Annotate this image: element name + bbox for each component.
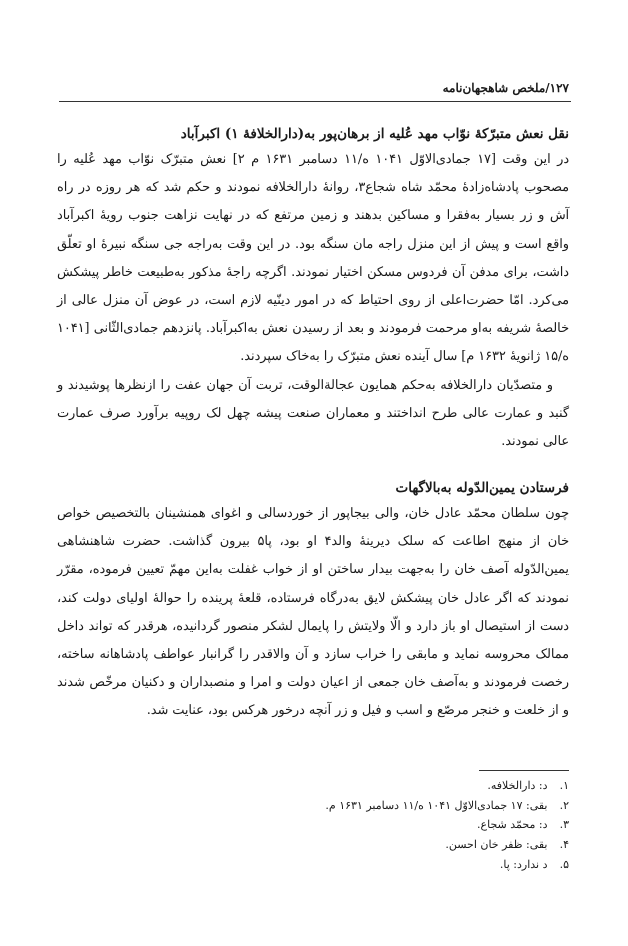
footnotes-list [57,776,569,875]
footnote-number: ۵. [559,857,569,871]
footnote-number: ۳. [559,818,569,832]
section-2-body [57,500,569,726]
running-header: ۱۲۷/ملخص شاهجهان‌نامه [442,81,569,95]
footnote-text: د: دارالخلافه. [487,779,548,792]
section-1-paragraph-2: و متصدّیان دارالخلافه به‌حکم همایون عجالةالوقت، تربت آن جهان عفت را ازنظرها پوشیدند و گنبد و عمارت عالی طرح انداختند و معماران صنعت پیشه چهل لک روپیه برآورد صرف عمارت عالی نمودند. [57,377,569,450]
footnote-text: بقی: ۱۷ جمادی‌الاوّل ۱۰۴۱ ه/۱۱ دسامبر ۱۶۳۱ م. [325,798,548,812]
footnote-rule [479,770,569,771]
footnote-item [57,855,569,875]
footnote-text: بقی: ظفر خان احسن. [445,838,548,852]
footnote-number: ۴. [559,838,569,852]
footnote-item [57,796,569,816]
footnote-number: ۱. [559,779,569,792]
header-rule [59,101,571,102]
footnote-item [57,815,569,835]
footnote-text: د: محمّد شجاع. [477,818,548,832]
footnote-item [57,835,569,855]
section-1-paragraph-1: در این وقت [۱۷ جمادی‌الاوّل ۱۰۴۱ ه/۱۱ دسامبر ۱۶۳۱ م ۲] نعش متبرّک نوّاب مهد عُلیه را مصحوب پادشاه‌زادهٔ محمّد شاه شجاع۳، روانهٔ دارالخلافه نمودند و حکم شد که هر روزه در راه آش و زر بسیار به‌فقرا و مساکین بدهند و زمین مرتفع که در نهایت نزاهت جنوب رویهٔ اکبرآباد واقع است و پیش از این منزل راجه مان سنگه بود. در این وقت به‌راجه جی سنگه نبیرهٔ او تعلّق داشت، برای مدفن آن فردوس مسکن اختیار نمودند. اگرچه راجهٔ مذکور به‌طبیعت خاطر پیشکش می‌کرد. امّا حضرت‌اعلی از روی احتیاط که در امور دینّیه لازم است، در عوض آن منزل عالی از خالصهٔ شریفه به‌او مرحمت فرمودند و بعد از رسیدن نعش به‌اکبرآباد. پانزدهم جمادی‌الثّانی [۱۰۴۱ ه/۱۵ ژانویهٔ ۱۶۳۲ م] سال آینده نعش متبرّک را به‌خاک سپردند. [57,152,570,365]
section-1-body [57,146,569,456]
footnote-number: ۲. [559,798,569,812]
section-2-paragraph-1: چون سلطان محمّد عادل خان، والی بیجاپور از خوردسالی و اغوای همنشینان بالتخصیص خواص خان از منهج اطاعت که سلک دیرینهٔ والد۴ او بود، پا۵ بیرون گذاشت. حضرت شاهنشاهی یمین‌الدّوله آصف خان را به‌جهت بیدار ساختن او از خواب غفلت به‌این مهمّ تعیین فرموده، مقرّر نمودند که اگر عادل خان پیشکش لایق به‌درگاه فرستاده، قلعهٔ پرینده را حوالهٔ اولیای دولت کند، دست از استیصال او باز دارد و الّا ولایتش را پایمال لشکر منصور گردانیده، هرقدر که تواند داخل ممالک محروسه نماید و مابقی را خراب سازد و آن والاقدر را گرانبار عواطف پادشاهانه ساخته، رخصت فرمودند و به‌آصف خان جمعی از اعیان دولت و امرا و منصبداران و دکنیان مرخّص شدند و از خلعت و خنجر مرصّع و اسب و فیل و زر آنچه درخور هرکس بود، عنایت شد. [57,506,569,719]
footnote-text: د ندارد: پا. [499,857,548,871]
section-heading-2: فرستادن یمین‌الدّوله به‌بالاگهات [395,480,569,496]
footnote-item [57,776,569,796]
section-heading-1: نقل نعش متبرّکهٔ نوّاب مهد عُلیه از برهان‌پور به(دارالخلافهٔ ۱) اکبرآباد [180,126,569,142]
